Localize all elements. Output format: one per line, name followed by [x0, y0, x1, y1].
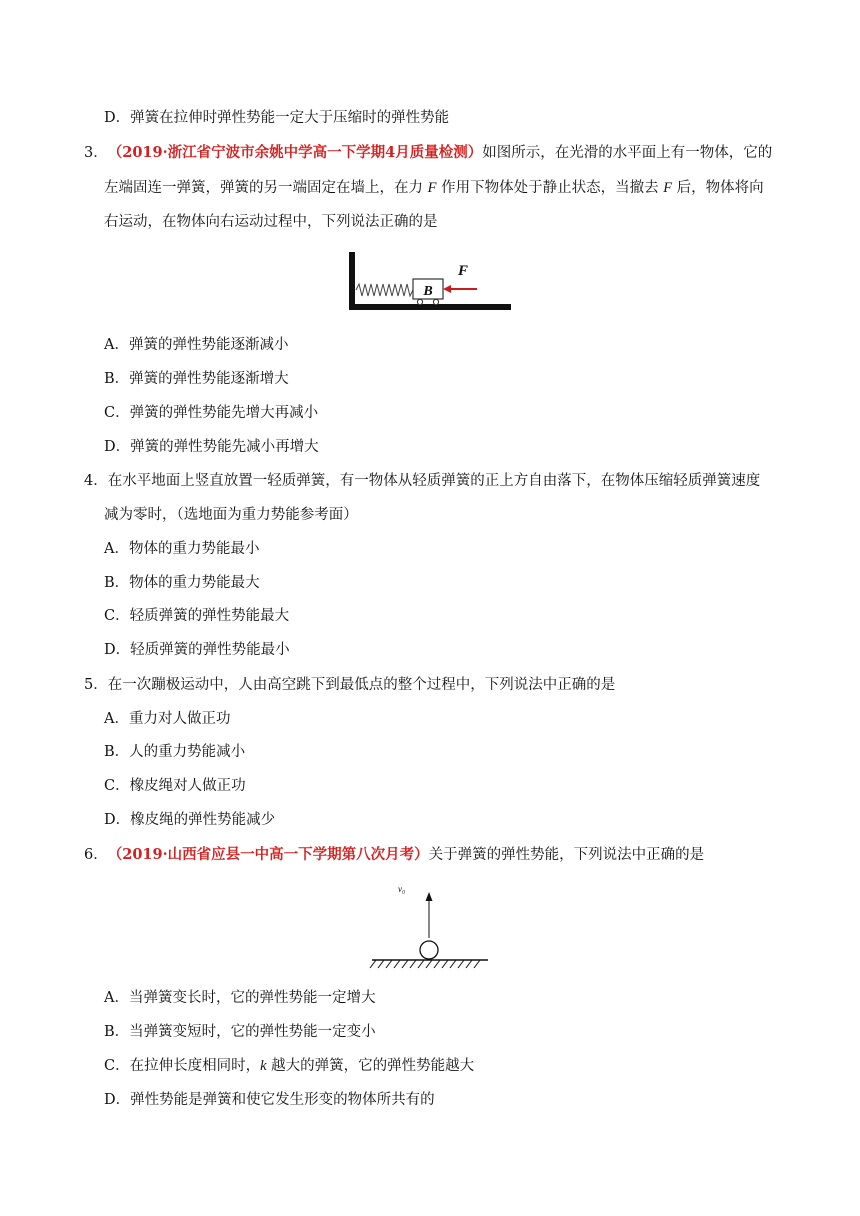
q4-stem-line1: 4．在水平地面上竖直放置一轻质弹簧，有一物体从轻质弹簧的正上方自由落下，在物体压缩轻质弹簧速度 — [84, 473, 761, 489]
wheel — [433, 299, 438, 304]
q2-option-d: D．弹簧在拉伸时弹性势能一定大于压缩时的弹性势能 — [104, 110, 450, 126]
block-label: B — [423, 284, 433, 299]
q3-stem-line2: 左端固连一弹簧，弹簧的另一端固定在墙上，在力 F 作用下物体处于静止状态，当撤去 F 后，物体将向 — [104, 180, 764, 196]
q5-number: 5． — [84, 677, 108, 693]
hatch-mark — [370, 960, 376, 968]
ball-ground-figure — [368, 880, 492, 972]
q4-option-a: A．物体的重力势能最小 — [104, 541, 260, 557]
velocity-arrowhead — [426, 892, 433, 901]
hatch-mark — [418, 960, 424, 968]
q4-number: 4． — [84, 473, 108, 489]
force-label: F — [458, 263, 469, 279]
q5-option-d: D．橡皮绳的弹性势能减少 — [104, 812, 276, 828]
stiffness-symbol: k — [260, 1058, 267, 1074]
q3-source: （2019·浙江省宁波市余姚中学高一下学期4月质量检测） — [107, 144, 483, 161]
hatch-mark — [442, 960, 448, 968]
wheel — [417, 299, 422, 304]
force-symbol: F — [427, 180, 437, 196]
q6-number: 6． — [84, 847, 108, 863]
ball — [420, 941, 438, 959]
wall — [349, 252, 355, 310]
q3-option-a: A．弹簧的弹性势能逐渐减小 — [104, 337, 289, 353]
hatch-mark — [426, 960, 432, 968]
q4-option-d: D．轻质弹簧的弹性势能最小 — [104, 642, 290, 658]
velocity-label: v₀ — [398, 884, 406, 894]
q4-stem-line2: 减为零时，（选地面为重力势能参考面） — [104, 507, 358, 523]
hatch-mark — [434, 960, 440, 968]
q3-option-b: B．弹簧的弹性势能逐渐增大 — [104, 371, 289, 387]
hatch-mark — [378, 960, 384, 968]
hatch-mark — [458, 960, 464, 968]
hatch-mark — [402, 960, 408, 968]
q4-option-b: B．物体的重力势能最大 — [104, 575, 260, 591]
hatch-mark — [466, 960, 472, 968]
q6-stem: 6．（2019·山西省应县一中高一下学期第八次月考）关于弹簧的弹性势能，下列说法中正确的是 — [84, 846, 705, 863]
force-symbol: F — [663, 180, 673, 196]
ground-hatch — [370, 960, 480, 968]
q3-option-c: C．弹簧的弹性势能先增大再减小 — [104, 405, 319, 421]
spring — [356, 284, 413, 296]
q6-option-d: D．弹性势能是弹簧和使它发生形变的物体所共有的 — [104, 1092, 435, 1108]
q6-source: （2019·山西省应县一中高一下学期第八次月考） — [107, 846, 429, 863]
q6-option-b: B．当弹簧变短时，它的弹性势能一定变小 — [104, 1024, 376, 1040]
hatch-mark — [394, 960, 400, 968]
q4-option-c: C．轻质弹簧的弹性势能最大 — [104, 608, 290, 624]
floor — [355, 304, 511, 310]
spring-block-figure — [346, 248, 516, 318]
force-arrowhead — [443, 285, 451, 293]
hatch-mark — [474, 960, 480, 968]
q3-stem-text1: 如图所示，在光滑的水平面上有一物体，它的 — [482, 145, 773, 161]
hatch-mark — [410, 960, 416, 968]
q5-stem: 5．在一次蹦极运动中，人由高空跳下到最低点的整个过程中，下列说法中正确的是 — [84, 677, 616, 693]
q3-stem-line1 — [84, 143, 772, 163]
hatch-mark — [386, 960, 392, 968]
q6-option-c: C．在拉伸长度相同时，k 越大的弹簧，它的弹性势能越大 — [104, 1058, 475, 1074]
q5-option-c: C．橡皮绳对人做正功 — [104, 778, 246, 794]
q3-stem-line3: 右运动，在物体向右运动过程中，下列说法正确的是 — [104, 214, 438, 230]
q6-option-a: A．当弹簧变长时，它的弹性势能一定增大 — [104, 990, 376, 1006]
q3-option-d: D．弹簧的弹性势能先减小再增大 — [104, 439, 319, 455]
q3-number: 3． — [84, 145, 108, 161]
q5-option-a: A．重力对人做正功 — [104, 711, 231, 727]
hatch-mark — [450, 960, 456, 968]
q5-option-b: B．人的重力势能减小 — [104, 744, 246, 760]
